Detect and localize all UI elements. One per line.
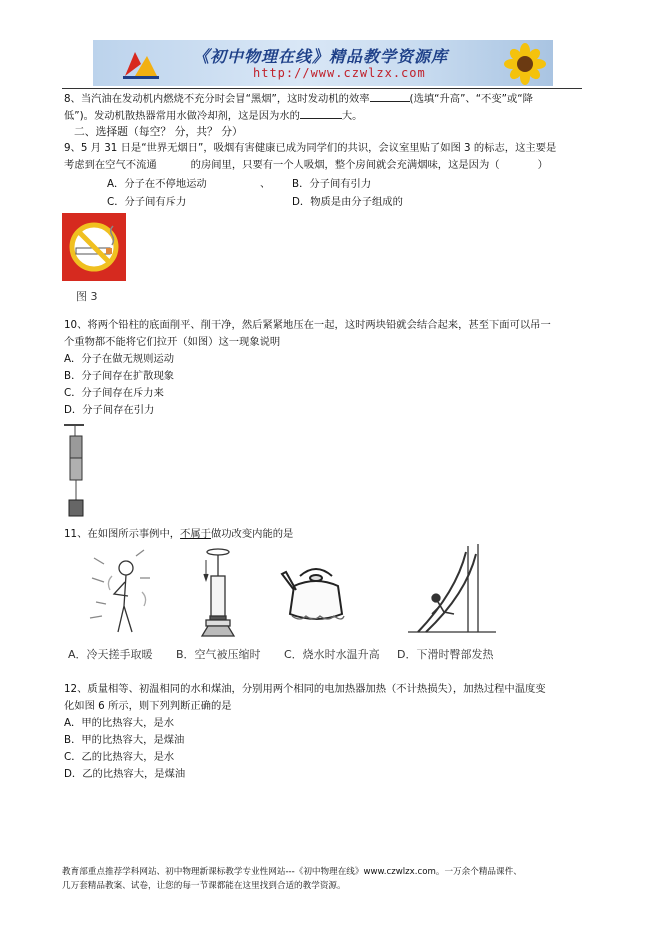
banner-title: 《初中物理在线》精品教学资源库 (193, 47, 449, 66)
site-logo-icon (121, 46, 161, 80)
q8-blank-2 (300, 108, 342, 119)
q11-emphasis: 不属于 (180, 528, 211, 540)
figure-b-air-compression (196, 546, 240, 640)
q9-text-a: 考虑到在空气不流通 (64, 159, 157, 171)
q9-option-b[interactable]: B．分子间有引力 (292, 178, 372, 190)
q12-option-b[interactable]: B．甲的比热容大，是煤油 (64, 734, 185, 746)
q8-text-b: (选填“升高”、“不变”或“降 (409, 93, 533, 105)
figure-a-rubbing-hands (88, 548, 154, 638)
q11-caption-b: B．空气被压缩时 (176, 648, 261, 661)
q12-line1: 12、质量相等、初温相同的水和煤油，分别用两个相同的电加热器加热（不计热损失），加热过程中温度变 (64, 683, 546, 695)
q8-blank-1 (370, 91, 410, 102)
q10-option-b[interactable]: B．分子间存在扩散现象 (64, 370, 175, 382)
q8-text-d: 大。 (341, 110, 363, 122)
figure-3-caption: 图 3 (76, 290, 98, 303)
q9-option-d[interactable]: D．物质是由分子组成的 (292, 196, 403, 208)
q10-option-a[interactable]: A．分子在做无规则运动 (64, 353, 175, 365)
q12-option-c[interactable]: C．乙的比热容大，是水 (64, 751, 175, 763)
q8-text-c: 低”)。发动机散热器常用水做冷却剂，这是因为水的 (64, 110, 300, 122)
footer-line1: 教育部重点推荐学科网站、初中物理新课标教学专业性网站---《初中物理在线》www.czwlzx.com。一万余个精品课件、 (62, 867, 522, 877)
q8-text-a: 8、当汽油在发动机内燃烧不充分时会冒“黑烟”，这时发动机的效率 (64, 93, 370, 105)
header-banner (93, 40, 553, 86)
q11-caption-c: C．烧水时水温升高 (284, 648, 380, 661)
q10-line2: 个重物都不能将它们拉开（如图）这一现象说明 (64, 336, 281, 348)
sunflower-icon (498, 42, 552, 86)
q9-line1: 9、5 月 31 日是“世界无烟日”，吸烟有害健康已成为同学们的共识，会议室里贴了如图 3 的标志，这主要是 (64, 142, 557, 154)
q9-option-separator: 、 (260, 178, 271, 190)
q9-line2 (64, 158, 548, 172)
q12-option-d[interactable]: D．乙的比热容大，是煤油 (64, 768, 186, 780)
q9-text-c: ） (537, 159, 548, 171)
figure-d-slide (408, 540, 496, 636)
q8-line1 (64, 91, 533, 106)
q8-line2 (64, 108, 362, 123)
q11-caption-a: A．冷天搓手取暖 (68, 648, 153, 661)
q9-option-c[interactable]: C．分子间有斥力 (107, 196, 187, 208)
q10-line1: 10、将两个铅柱的底面削平、削干净，然后紧紧地压在一起，这时两块铅就会结合起来，甚至下面可以吊一 (64, 319, 551, 331)
figure-c-boiling-kettle (280, 560, 352, 634)
banner-url[interactable]: http://www.czwlzx.com (253, 66, 426, 80)
q10-option-d[interactable]: D．分子间存在引力 (64, 404, 155, 416)
q12-line2: 化如图 6 所示，则下列判断正确的是 (64, 700, 232, 712)
section-heading: 二、选择题（每空？ 分，共？ 分） (74, 125, 243, 138)
q11-stem (64, 527, 293, 541)
q9-option-a[interactable]: A．分子在不停地运动 (107, 178, 207, 190)
q11-caption-d: D．下滑时臀部发热 (397, 648, 494, 661)
lead-cylinders-figure (64, 422, 92, 520)
q11-text-a: 11、在如图所示事例中， (64, 528, 181, 540)
no-smoking-icon (62, 213, 126, 281)
q12-option-a[interactable]: A．甲的比热容大，是水 (64, 717, 175, 729)
footer-line2: 几万套精品教案、试卷，让您的每一节课都能在这里找到合适的教学资源。 (62, 881, 346, 891)
q11-text-b: 做功改变内能的是 (210, 528, 294, 540)
q10-option-c[interactable]: C．分子间存在斥力来 (64, 387, 164, 399)
q9-text-b: 的房间里，只要有一个人吸烟，整个房间就会充满烟味，这是因为（ (190, 159, 500, 171)
header-rule (62, 88, 582, 89)
